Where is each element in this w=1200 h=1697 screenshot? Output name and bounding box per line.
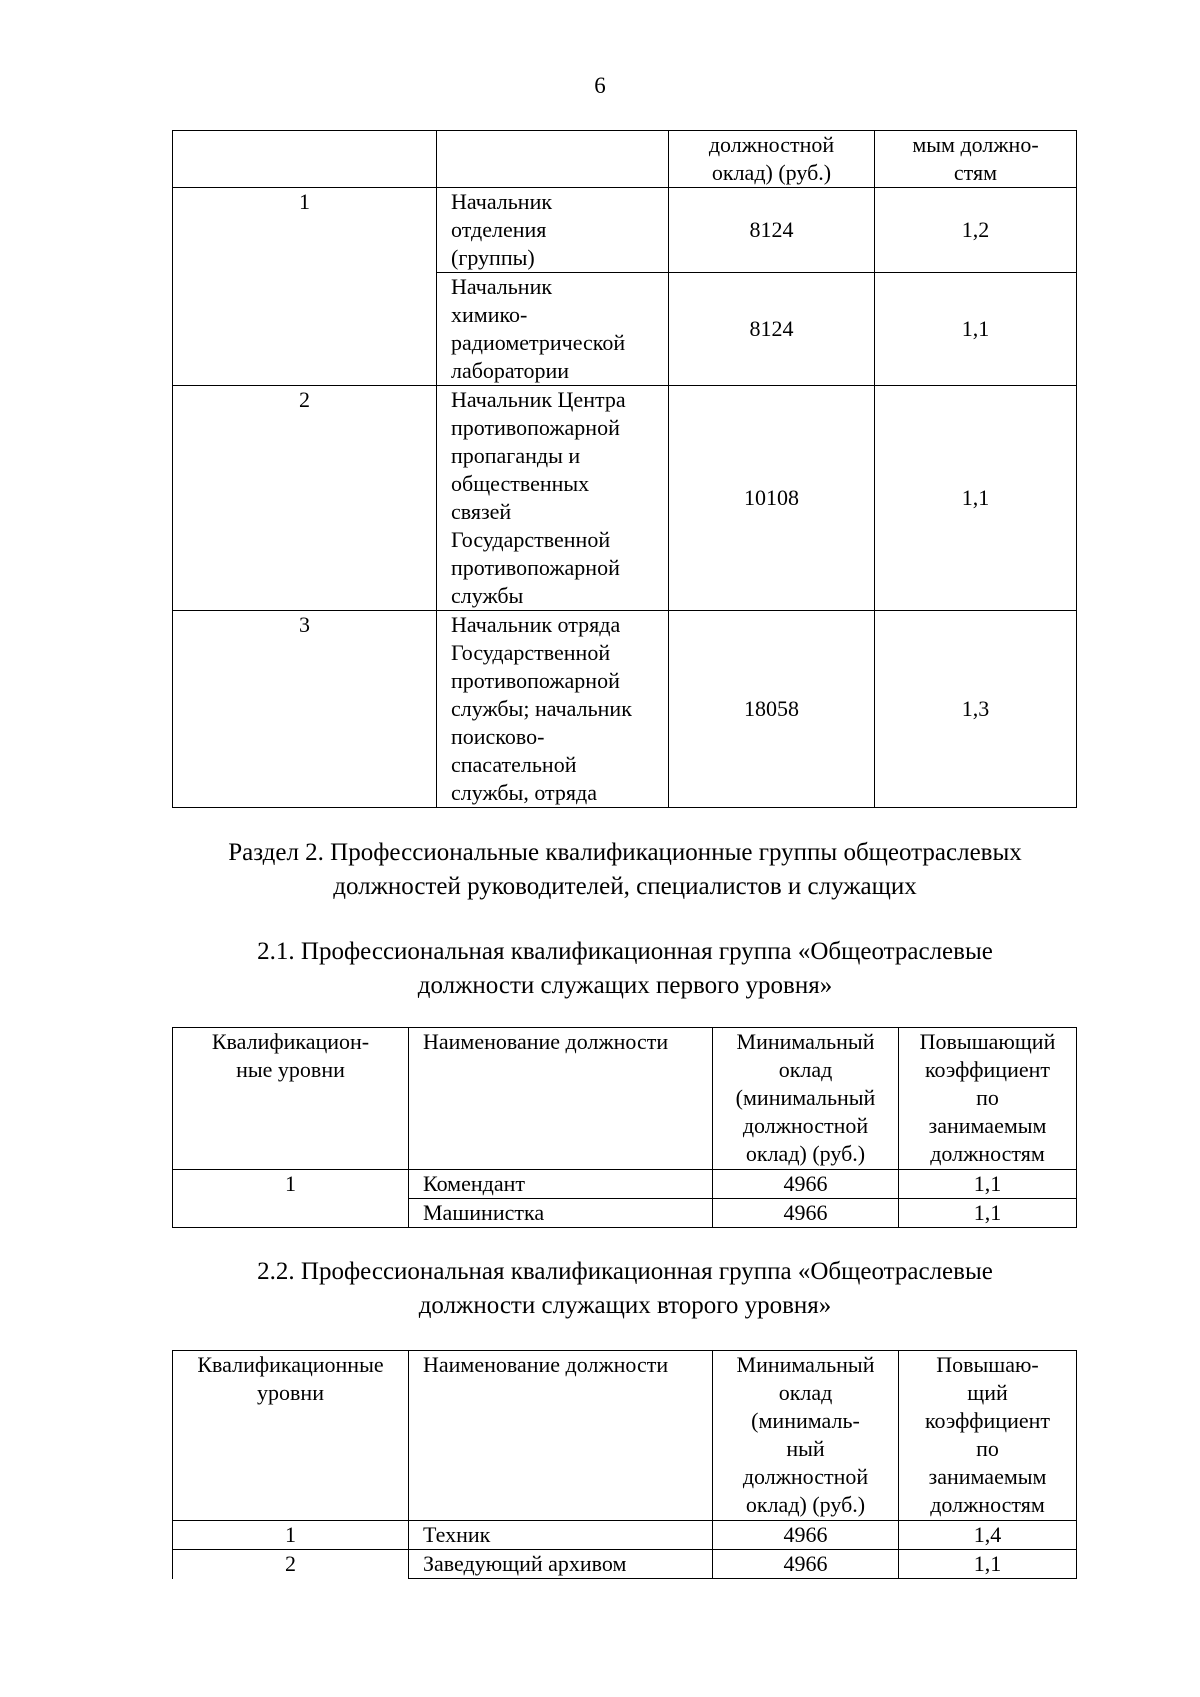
position-text: радиометрической xyxy=(451,330,626,355)
header-cell-salary xyxy=(713,1351,899,1521)
page-number: 6 xyxy=(594,73,606,98)
table-row xyxy=(173,611,1077,808)
header-text: оклад) (руб.) xyxy=(745,1141,866,1166)
header-cell-coefficient xyxy=(899,1351,1077,1521)
header-text: должностной xyxy=(742,1464,869,1489)
position-name-cell xyxy=(437,273,669,386)
header-text: коэффициент xyxy=(924,1057,1050,1082)
position-text: химико- xyxy=(451,302,528,327)
header-text: Квалификационные xyxy=(197,1352,384,1377)
table-header-row xyxy=(173,1028,1077,1170)
salary-cell: 10108 xyxy=(669,386,875,611)
level-cell xyxy=(173,273,437,386)
header-cell-coefficient xyxy=(899,1028,1077,1170)
heading-line: должности служащих первого уровня» xyxy=(417,972,833,999)
table-row xyxy=(173,1521,1077,1550)
header-text: Минимальный xyxy=(736,1029,875,1054)
table-header-row xyxy=(173,1351,1077,1521)
position-name-cell xyxy=(437,386,669,611)
header-cell-empty-2 xyxy=(437,131,669,188)
table-positions-continued xyxy=(172,130,1077,808)
salary-cell: 4966 xyxy=(713,1521,899,1550)
header-text: Наименование должности xyxy=(423,1029,669,1054)
header-text: Квалификацион- xyxy=(211,1029,370,1054)
position-text: Государственной xyxy=(451,527,611,552)
position-text: (группы) xyxy=(451,245,535,270)
header-text: по xyxy=(976,1436,999,1461)
group-2-1-heading xyxy=(150,935,1100,1003)
position-name-cell xyxy=(437,611,669,808)
header-text: должностям xyxy=(930,1492,1045,1517)
position-text: отделения xyxy=(451,217,547,242)
table-row xyxy=(173,273,1077,386)
heading-line: 2.2. Профессиональная квалификационная группа «Общеотраслевые xyxy=(257,1258,993,1285)
header-text: оклад) (руб.) xyxy=(745,1492,866,1517)
header-text: должностной xyxy=(742,1113,869,1138)
position-text: лаборатории xyxy=(451,358,570,383)
header-text: ные уровни xyxy=(236,1057,345,1082)
header-text: Повышаю- xyxy=(936,1352,1039,1377)
table-row xyxy=(173,1170,1077,1199)
coefficient-cell: 1,2 xyxy=(875,188,1077,273)
header-text: оклад xyxy=(778,1057,833,1082)
position-text: Государственной xyxy=(451,640,611,665)
table-row xyxy=(173,386,1077,611)
header-text: Наименование должности xyxy=(423,1352,669,1377)
header-text: по xyxy=(976,1085,999,1110)
header-text: Повышающий xyxy=(919,1029,1056,1054)
position-text: связей xyxy=(451,499,512,524)
position-name-cell xyxy=(437,188,669,273)
position-text: службы, отряда xyxy=(451,780,598,805)
header-cell-coefficient xyxy=(875,131,1077,188)
position-text: противопожарной xyxy=(451,668,620,693)
heading-line: 2.1. Профессиональная квалификационная группа «Общеотраслевые xyxy=(257,938,993,965)
position-text: Начальник xyxy=(451,189,553,214)
table-header-row xyxy=(173,131,1077,188)
position-text: спасательной xyxy=(451,752,577,777)
salary-cell: 4966 xyxy=(713,1199,899,1228)
position-name-cell: Заведующий архивом xyxy=(409,1550,713,1579)
coefficient-cell: 1,4 xyxy=(899,1521,1077,1550)
level-cell: 2 xyxy=(173,1550,409,1579)
header-cell-position xyxy=(409,1351,713,1521)
position-text: общественных xyxy=(451,471,590,496)
heading-line: должностей руководителей, специалистов и служащих xyxy=(333,873,917,900)
position-name-cell: Машинистка xyxy=(409,1199,713,1228)
header-text: щий xyxy=(967,1380,1008,1405)
salary-cell: 4966 xyxy=(713,1170,899,1199)
header-text: Минимальный xyxy=(736,1352,875,1377)
salary-cell: 4966 xyxy=(713,1550,899,1579)
section-2-heading xyxy=(150,836,1100,904)
coefficient-cell: 1,1 xyxy=(899,1550,1077,1579)
coefficient-cell: 1,1 xyxy=(899,1170,1077,1199)
header-text: занимаемым xyxy=(928,1464,1047,1489)
header-cell-salary xyxy=(713,1028,899,1170)
table-row xyxy=(173,188,1077,273)
header-cell-levels xyxy=(173,1351,409,1521)
table-group-2-2 xyxy=(172,1350,1077,1579)
level-cell: 1 xyxy=(173,188,437,273)
header-text: уровни xyxy=(257,1380,324,1405)
header-text: мым должно- xyxy=(912,132,1039,157)
header-text: (минимальный xyxy=(735,1085,876,1110)
header-cell-position xyxy=(409,1028,713,1170)
header-text: оклад) (руб.) xyxy=(711,160,832,185)
coefficient-cell: 1,1 xyxy=(875,273,1077,386)
coefficient-cell: 1,1 xyxy=(875,386,1077,611)
position-name-cell: Комендант xyxy=(409,1170,713,1199)
coefficient-cell: 1,3 xyxy=(875,611,1077,808)
position-text: Начальник отряда xyxy=(451,612,621,637)
salary-cell: 8124 xyxy=(669,188,875,273)
salary-cell: 8124 xyxy=(669,273,875,386)
heading-line: должности служащих второго уровня» xyxy=(418,1292,832,1319)
header-cell-levels xyxy=(173,1028,409,1170)
table-group-2-1 xyxy=(172,1027,1077,1228)
header-cell-salary xyxy=(669,131,875,188)
group-2-2-heading xyxy=(150,1255,1100,1323)
position-text: противопожарной xyxy=(451,555,620,580)
table-row xyxy=(173,1550,1077,1579)
position-name-cell: Техник xyxy=(409,1521,713,1550)
position-text: службы; начальник xyxy=(451,696,632,721)
position-text: Начальник xyxy=(451,274,553,299)
header-cell-empty-1 xyxy=(173,131,437,188)
level-cell: 1 xyxy=(173,1521,409,1550)
table-row xyxy=(173,1199,1077,1228)
salary-cell: 18058 xyxy=(669,611,875,808)
coefficient-cell: 1,1 xyxy=(899,1199,1077,1228)
header-text: должностной xyxy=(708,132,835,157)
position-text: службы xyxy=(451,583,524,608)
header-text: занимаемым xyxy=(928,1113,1047,1138)
position-text: пропаганды и xyxy=(451,443,581,468)
position-text: противопожарной xyxy=(451,415,620,440)
heading-line: Раздел 2. Профессиональные квалификационные группы общеотраслевых xyxy=(228,839,1022,866)
header-text: стям xyxy=(953,160,998,185)
header-text: оклад xyxy=(778,1380,833,1405)
position-text: Начальник Центра xyxy=(451,387,626,412)
level-cell: 1 xyxy=(173,1170,409,1199)
header-text: коэффициент xyxy=(924,1408,1050,1433)
level-cell xyxy=(173,1199,409,1228)
position-text: поисково- xyxy=(451,724,545,749)
level-cell: 3 xyxy=(173,611,437,808)
header-text: (минималь- xyxy=(751,1408,860,1433)
header-text: ный xyxy=(786,1436,825,1461)
header-text: должностям xyxy=(930,1141,1045,1166)
level-cell: 2 xyxy=(173,386,437,611)
